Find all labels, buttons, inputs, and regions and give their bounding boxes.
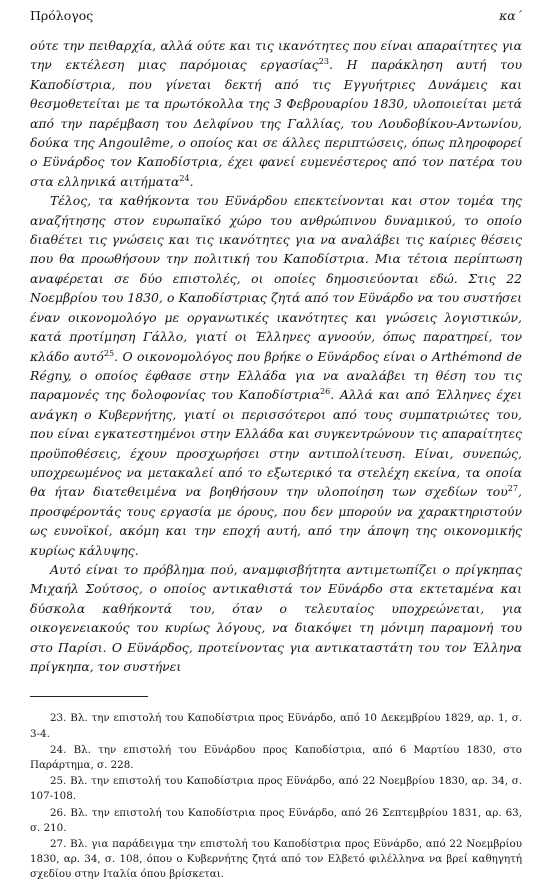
footnote-number: 24. bbox=[50, 743, 67, 756]
body-paragraph bbox=[30, 191, 522, 560]
footnote-number: 23. bbox=[50, 712, 67, 725]
footnote-text: Βλ. την επιστολή του Καποδίστρια προς Εϋνάρδο, από 26 Σεπτεμβρίου 1831, αρ. 63, σ. 210. bbox=[30, 806, 522, 834]
footnote-separator bbox=[30, 696, 148, 697]
footnote-number: 27. bbox=[50, 838, 67, 851]
footnote-reference: 24 bbox=[179, 173, 190, 183]
book-page bbox=[30, 8, 522, 884]
footnote bbox=[30, 806, 522, 836]
body-paragraph bbox=[30, 36, 522, 191]
footnote bbox=[30, 774, 522, 804]
footnotes bbox=[30, 711, 522, 882]
text-run: . bbox=[189, 173, 194, 189]
text-run: Τέλος, τα καθήκοντα του Εϋνάρδου επεκτείνονται και στον τομέα της αναζήτησης στον ευρωπαϊκό χώρο του ανθρώπινου δυναμικού, το οποίο διαθέτει τις γνώσεις και τις ικανότητες για να αναλάβει τις καίριες θέσεις που θα προωθήσουν την πολιτική του Καποδίστρια. Μια τέτοια περίπτωση αναφέρεται σε δύο επιστολές, οι οποίες δημοσιεύονται εδώ. Στις 22 Νοεμβρίου του 1830, ο Καποδίστριας ζητά από τον Εϋνάρδο να του συστήσει έναν οικονομολόγο με οργανωτικές ικανότητες και γνώσεις λογιστικών, κατά προτίμηση Γάλλο, γιατί οι Έλληνες αγνοούν, όπως παρατηρεί, τον κλάδο αυτό bbox=[30, 193, 522, 364]
footnote bbox=[30, 711, 522, 741]
running-header bbox=[30, 8, 522, 30]
footnote-reference: 27 bbox=[507, 484, 519, 494]
footnote-text: Βλ. την επιστολή του Καποδίστρια προς Εϋνάρδο, από 22 Νοεμβρίου 1830, αρ. 34, σ. 107-108. bbox=[30, 775, 522, 803]
footnote-number: 26. bbox=[50, 806, 67, 819]
footnote bbox=[30, 837, 522, 883]
text-run: ούτε την πειθαρχία, αλλά ούτε και τις ικανότητες που είναι απαραίτητες για την εκτέλεση μιας παρόμοιας εργασίας bbox=[30, 38, 522, 73]
footnote-reference: 23 bbox=[318, 57, 329, 67]
footnote-text: Βλ. την επιστολή του Εϋνάρδου προς Καποδίστρια, από 6 Μαρτίου 1830, στο Παράρτημα, σ. 228. bbox=[30, 743, 522, 772]
text-run: , προσφέροντάς τους εργασία με όρους, που δεν μπορούν να χαρακτηριστούν ως ευνοϊκοί, ακόμη και την εποχή αυτή, από την άποψη της οικονομικής κυρίως κάλυψης. bbox=[30, 484, 522, 558]
footnote-number: 25. bbox=[50, 775, 67, 788]
page-number: κα´ bbox=[499, 8, 522, 23]
text-run: . Η παράκληση αυτή του Καποδίστρια, που γίνεται δεκτή από τις Εγγυήτριες Δυνάμεις και θεσμοθετείται με τα πρωτόκολλα της 3 Φεβρουαρίου 1830, υλοποιείται μετά από την παρέμβαση του Δελφίνου της Γαλλίας, του Λουδοβίκου-Αντωνίου, δούκα της Angoulême, ο οποίος και σε άλλες περιπτώσεις, όπως πληροφορεί ο Εϋνάρδος τον Καποδίστρια, έχει φανεί ευμενέστερος από τον πατέρα του στα ελληνικά αιτήματα bbox=[30, 57, 522, 189]
text-run: Αυτό είναι το πρόβλημα πού, αναμφισβήτητα αντιμετωπίζει ο πρίγκηπας Μιχαήλ Σούτσος, ο οποίος αντικαθιστά τον Εϋνάρδο στα εκτεταμένα και δύσκολα καθήκοντά του, όταν ο τελευταίος υποχρεώνεται, για οικογενειακούς του κυρίως λόγους, να διακόψει τη μόνιμη παραμονή του στο Παρίσι. Ο Εϋνάρδος, προτείνοντας για αντικαταστάτη του τον Έλληνα πρίγκηπα, τον συστήνει bbox=[30, 561, 522, 674]
text-run: . Ο οικονομολόγος που βρήκε ο Εϋνάρδος είναι ο Arthémond de Régny, ο οποίος έφθασε στην Ελλάδα για να αναλάβει τη θέση του τις παραμονές της δολοφονίας του Καποδίστρια bbox=[30, 348, 522, 403]
footnote bbox=[30, 743, 522, 773]
footnote-reference: 25 bbox=[103, 348, 115, 358]
footnote-text: Βλ. για παράδειγμα την επιστολή του Καποδίστρια προς Εϋνάρδο, από 22 Νοεμβρίου 1830, αρ. 34, σ. 108, όπου ο Κυβερνήτης ζητά από τον Ελβετό φιλέλληνα να βρεί καθηγητή σχεδίου στην Ιταλία όπου βρίσκεται. bbox=[30, 838, 522, 881]
main-text bbox=[30, 36, 522, 676]
footnote-text: Βλ. την επιστολή του Καποδίστρια προς Εϋνάρδο, από 10 Δεκεμβρίου 1829, αρ. 1, σ. 3-4. bbox=[30, 712, 522, 740]
running-title: Πρόλογος bbox=[30, 8, 94, 23]
body-paragraph bbox=[30, 560, 522, 676]
text-run: . Αλλά και από Έλληνες έχει ανάγκη ο Κυβερνήτης, γιατί οι περισσότεροι από τους συμπατριώτες του, που είναι εγκατεστημένοι στην Ελλάδα και συγκεντρώνουν τις απαραίτητες προϋποθέσεις, έχουν προσχωρήσει στην αντιπολίτευση. Είναι, συνεπώς, υποχρεωμένος να μετακαλεί από το εξωτερικό τα στελέχη εκείνα, τα οποία θα ήταν διατεθειμένα να βοηθήσουν την υλοποίηση των σχεδίων του bbox=[30, 387, 522, 500]
footnote-reference: 26 bbox=[320, 387, 331, 397]
